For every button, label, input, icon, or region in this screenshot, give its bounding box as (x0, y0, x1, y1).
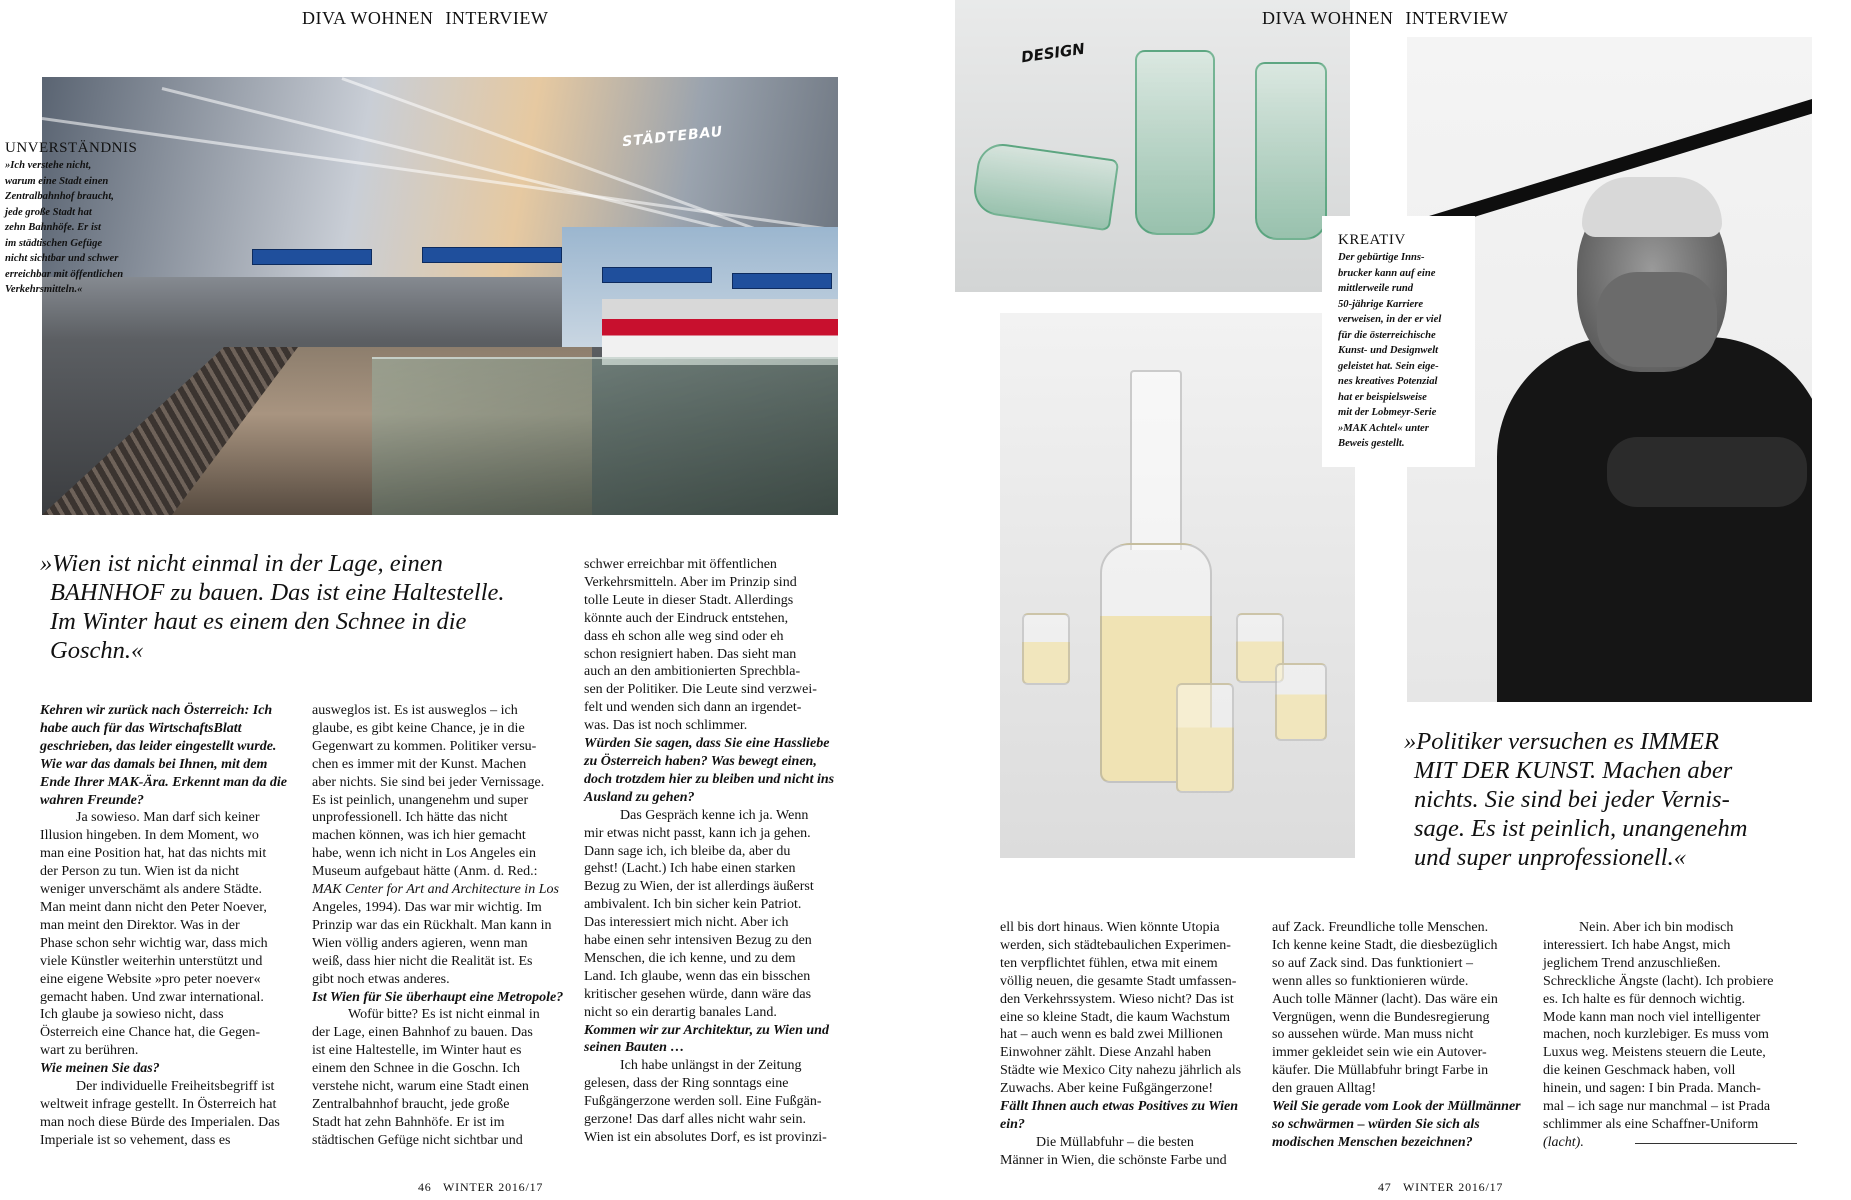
body-line: MAK Center for Art and Architecture in Los (312, 882, 559, 898)
quote-line: und super unprofessionell.« (1414, 844, 1686, 871)
train-station-photo (42, 77, 838, 515)
body-line: ambivalent. Ich bin sicher kein Patriot. (584, 897, 802, 913)
body-line: einem den Schnee in die Goschn. Ich (312, 1061, 520, 1077)
question-line: Ist Wien für Sie überhaupt eine Metropole? (312, 989, 564, 1005)
body-line: sen der Politiker. Die Leute sind verzwei- (584, 682, 817, 698)
body-line: so aussehen würde. Man muss nicht (1272, 1027, 1474, 1043)
page-number: 47 (1378, 1180, 1392, 1194)
header-brand: DIVA WOHNEN (302, 8, 434, 28)
body-line: Männer in Wien, die schönste Farbe und (1000, 1152, 1227, 1168)
body-line: ell bis dort hinaus. Wien könnte Utopia (1000, 920, 1220, 935)
hair (1582, 177, 1722, 237)
train (602, 299, 838, 365)
body-line: Verkehrsmitteln. Aber im Prinzip sind (584, 574, 797, 590)
body-line: jeglichem Trend anzuschließen. (1543, 955, 1721, 971)
caption-line: mit der Lobmeyr-Serie (1338, 407, 1437, 418)
drinking-glass (1255, 62, 1327, 240)
caption-line: zehn Bahnhöfe. Er ist (5, 222, 101, 233)
body-line: felt und wenden sich dann an irgendet- (584, 700, 802, 716)
body-line: Die Müllabfuhr – die besten (1036, 1134, 1194, 1150)
quote-line: »Politiker versuchen es IMMER (1404, 728, 1719, 755)
caption-line: im städtischen Gefüge (5, 237, 103, 249)
caption-line: »Ich verstehe nicht, (5, 160, 92, 171)
body-line: interessiert. Ich habe Angst, mich (1543, 937, 1731, 953)
body-line: Land. Ich glaube, wenn das ein bisschen (584, 968, 811, 984)
carafe-neck (1130, 370, 1182, 550)
body-line: Wofür bitte? Es ist nicht einmal in (348, 1007, 540, 1023)
body-line: Nein. Aber ich bin modisch (1579, 920, 1734, 935)
body-line: Auch tolle Männer (lacht). Das wäre ein (1272, 991, 1498, 1007)
question-line: zu Österreich haben? Was bewegt einen, (584, 753, 817, 769)
body-line: Wien völlig anders agieren, wenn man (312, 935, 528, 951)
body-line: habe, wenn ich nicht in Los Angeles ein (312, 846, 536, 862)
photo-stamp-staedtebau: STÄDTEBAU (621, 123, 724, 151)
body-line: völlig neuen, die gesamte Stadt umfassen- (1000, 973, 1237, 989)
body-line: weltweit infrage gestellt. In Österreich hat (40, 1096, 277, 1112)
caption-line: warum eine Stadt einen (5, 175, 109, 187)
wine-glass (1176, 683, 1234, 793)
page-number: 46 (418, 1180, 432, 1194)
caption-title: UNVERSTÄNDNIS (5, 140, 138, 156)
body-line: es. Ich halte es für dennoch wichtig. (1543, 991, 1746, 1007)
question-line: Wie meinen Sie das? (40, 1061, 160, 1077)
body-line: ist eine Haltestelle, im Winter haut es (312, 1043, 522, 1059)
body-line: Prinzip war das ein Rückhalt. Man kann in (312, 917, 552, 933)
body-line: Imperiale ist so vehement, dass es (40, 1132, 231, 1148)
body-line: Museum aufgebaut hätte (Anm. d. Red.: (312, 864, 538, 880)
body-line: Fußgängerzone werden soll. Eine Fußgän- (584, 1094, 822, 1110)
body-line: viele Künstler weiterhin unterstützt und (40, 953, 263, 969)
caption-line: hat er beispielsweise (1338, 391, 1427, 403)
body-line: auf Zack. Freundliche tolle Menschen. (1272, 920, 1489, 935)
right-column-2 (1272, 919, 1537, 1152)
body-line: schwer erreichbar mit öffentlichen (584, 557, 777, 572)
question-line: Würden Sie sagen, dass Sie eine Hassliebe (584, 736, 830, 752)
body-line: der Person zu tun. Wien ist da nicht (40, 864, 240, 880)
quote-line: nichts. Sie sind bei jeder Vernis- (1414, 786, 1730, 813)
question-line: Kehren wir zurück nach Österreich: Ich (40, 703, 273, 718)
right-running-header (1262, 8, 1508, 29)
body-line: habe einen sehr intensiven Bezug zu den (584, 933, 812, 949)
body-line: Man meint dann nicht den Peter Noever, (40, 899, 267, 915)
body-line: der Lage, einen Bahnhof zu bauen. Das (312, 1025, 533, 1041)
body-line: Dann sage ich, ich bleibe da, aber du (584, 843, 791, 859)
quote-line: Goschn.« (50, 637, 144, 664)
question-line: Kommen wir zur Architektur, zu Wien und (584, 1022, 829, 1038)
body-line: Phase schon sehr wichtig war, dass mich (40, 935, 268, 951)
green-glasses-photo (955, 0, 1350, 292)
body-line: gerzone! Das darf alles nicht wahr sein. (584, 1112, 806, 1128)
body-line: Es ist peinlich, unangenehm und super (312, 792, 529, 808)
caption-line: Kunst- und Designwelt (1338, 345, 1439, 356)
question-line: habe auch für das WirtschaftsBlatt (40, 720, 242, 736)
caption-line: nes kreatives Potenzial (1338, 376, 1438, 387)
body-line: Luxus weg. Meistens steuern die Leute, (1543, 1045, 1766, 1061)
right-column-3 (1543, 919, 1808, 1152)
body-line: machen, noch kurzlebiger. Es muss vom (1543, 1027, 1769, 1043)
body-line: mir etwas nicht passt, kann ich ja gehen. (584, 825, 811, 841)
body-line: was. Das ist noch schlimmer. (584, 718, 748, 734)
body-line: den Verkehrssystem. Wieso nicht? Das ist (1000, 991, 1234, 1007)
body-line: weiß, dass hier nicht die Realität ist. Es (312, 953, 533, 969)
caption-text (5, 158, 140, 298)
body-line: Ich habe unlängst in der Zeitung (620, 1058, 802, 1074)
caption-title: KREATIV (1338, 232, 1406, 248)
body-line: hat – auch wenn es bald zwei Millionen (1000, 1027, 1223, 1043)
right-column-1 (1000, 919, 1265, 1170)
body-line: man noch diese Bürde des Imperialen. Das (40, 1114, 280, 1130)
body-line: immer gekleidet sein wie ein Autover- (1272, 1045, 1487, 1061)
caption-line: mittlerweile rund (1338, 283, 1414, 294)
body-line: die keinen Geschmack haben, voll (1543, 1063, 1736, 1079)
column-end-rule (1635, 1143, 1797, 1144)
folded-arm (1607, 437, 1807, 507)
body-line: Stadt hat zehn Bahnhöfe. Er ist im (312, 1114, 505, 1130)
question-line: Ausland zu gehen? (584, 789, 695, 805)
body-line: werden, sich städtebaulichen Experimen- (1000, 937, 1231, 953)
body-line: Angeles, 1994). Das war mir wichtig. Im (312, 899, 542, 915)
body-line: Städte wie Mexico City nahezu jährlich als (1000, 1063, 1242, 1079)
body-line: schlimmer als eine Schaffner-Uniform (1543, 1116, 1759, 1132)
caption-line: nicht sichtbar und schwer (5, 253, 119, 264)
body-line: aber nichts. Sie sind bei jeder Vernissage. (312, 774, 545, 790)
caption-line: Der gebürtige Inns- (1338, 252, 1425, 263)
body-line: gibt noch etwas anderes. (312, 971, 450, 987)
caption-line: erreichbar mit öffentlichen (5, 268, 124, 280)
caption-line: brucker kann auf eine (1338, 267, 1436, 279)
body-line: Schreckliche Ängste (lacht). Ich probiere (1543, 973, 1774, 989)
left-running-header (302, 8, 548, 29)
question-line: doch trotzdem hier zu bleiben und nicht ins (584, 771, 835, 787)
body-line: Der individuelle Freiheitsbegriff ist (76, 1079, 275, 1095)
body-line: tolle Leute in dieser Stadt. Allerdings (584, 592, 794, 608)
glass-barrier (372, 357, 838, 515)
quote-line: sage. Es ist peinlich, unangenehm (1414, 815, 1748, 842)
left-column-1 (40, 702, 305, 1150)
body-line: Wien ist ein absolutes Dorf, es ist provinzi- (584, 1130, 827, 1145)
body-line: nicht so ein derartig banales Land. (584, 1004, 777, 1020)
platform-sign (732, 273, 832, 289)
body-line: käufer. Die Müllabfuhr bringt Farbe in (1272, 1063, 1489, 1079)
body-line: gemacht haben. Und zwar international. (40, 989, 264, 1005)
question-line: Fällt Ihnen auch etwas Positives zu Wien ein? (1000, 1099, 1239, 1132)
carafe-photo (1000, 313, 1355, 858)
right-pull-quote (1404, 727, 1844, 872)
body-line: Zuwachs. Aber keine Fußgängerzone! (1000, 1081, 1214, 1097)
body-line: (lacht). (1543, 1134, 1584, 1150)
issue-label: WINTER 2016/17 (443, 1180, 544, 1194)
tipped-glass (971, 141, 1120, 232)
wine-glass (1275, 663, 1327, 741)
body-line: Das Gespräch kenne ich ja. Wenn (620, 807, 809, 823)
issue-label: WINTER 2016/17 (1403, 1180, 1504, 1194)
body-line: Das interessiert mich nicht. Aber ich (584, 915, 789, 931)
question-line: Ende Ihrer MAK-Ära. Erkennt man da die (40, 774, 287, 790)
body-line: gelesen, dass der Ring sonntags eine (584, 1076, 789, 1092)
left-column-2 (312, 702, 577, 1150)
caption-line: Beweis gestellt. (1338, 438, 1405, 449)
body-line: Bezug zu Wien, der ist allerdings äußerst (584, 879, 814, 895)
body-line: Gegenwart zu kommen. Politiker versu- (312, 738, 537, 754)
caption-line: Verkehrsmitteln.« (5, 284, 83, 295)
body-line: Zentralbahnhof braucht, jede große (312, 1096, 510, 1112)
body-line: eine so kleine Stadt, die kaum Wachstum (1000, 1009, 1230, 1025)
body-line: Menschen, die ich kenne, und zu dem (584, 950, 796, 966)
question-line: seinen Bauten … (584, 1040, 685, 1056)
question-line: wahren Freunde? (40, 792, 144, 808)
body-line: dass eh schon alle weg sind oder eh (584, 628, 784, 644)
body-line: den grauen Alltag! (1272, 1081, 1377, 1097)
body-line: gehst! (Lacht.) Ich habe einen starken (584, 861, 796, 877)
body-line: so auf Zack sind. Das funktioniert – (1272, 955, 1474, 971)
hand (1597, 272, 1717, 367)
caption-line: jede große Stadt hat (5, 206, 92, 218)
body-line: man eine Position hat, hat das nichts mit (40, 846, 267, 862)
question-line: so schwärmen – würden Sie sich als (1272, 1116, 1480, 1132)
caption-line: für die österreichische (1338, 329, 1436, 341)
platform-sign (252, 249, 372, 265)
quote-line: BAHNHOF zu bauen. Das ist eine Haltestelle. (50, 579, 505, 606)
body-line: man meint den Direktor. Was in der (40, 917, 240, 933)
caption-line: 50-jährige Karriere (1338, 298, 1424, 310)
coat (1497, 337, 1812, 702)
header-section: INTERVIEW (445, 8, 549, 28)
body-line: Mode kann man noch viel intelligenter (1543, 1009, 1761, 1025)
body-line: ausweglos ist. Es ist ausweglos – ich (312, 703, 518, 718)
body-line: städtischen Gefüge nicht sichtbar und (312, 1132, 523, 1148)
wine-glass (1022, 613, 1070, 685)
body-line: Ja sowieso. Man darf sich keiner (76, 810, 260, 826)
question-line: Wie war das damals bei Ihnen, mit dem (40, 756, 268, 772)
body-line: verstehe nicht, warum eine Stadt einen (312, 1079, 529, 1095)
body-line: weniger unverschämt als andere Städte. (40, 882, 262, 898)
body-line: kritischer gesehen würde, dann wäre das (584, 986, 812, 1002)
quote-line: MIT DER KUNST. Machen aber (1414, 757, 1733, 784)
caption-line: »MAK Achtel« unter (1338, 422, 1429, 434)
body-line: eine eigene Website »pro peter noever« (40, 971, 261, 987)
body-line: mal – ich sage nur manchmal – ist Prada (1543, 1099, 1771, 1115)
body-line: Ich glaube ja sowieso nicht, dass (40, 1007, 224, 1023)
caption-text (1338, 250, 1465, 452)
quote-line: Im Winter haut es einem den Schnee in die (50, 608, 467, 635)
question-line: modischen Menschen bezeichnen? (1272, 1134, 1473, 1150)
platform-sign (602, 267, 712, 283)
left-pull-quote (40, 549, 580, 665)
question-line: Weil Sie gerade vom Look der Müllmänner (1272, 1099, 1521, 1115)
question-line: geschrieben, das leider eingestellt wurde. (40, 738, 277, 754)
body-line: glaube, es gibt keine Chance, je in die (312, 720, 525, 736)
left-column-3 (584, 556, 849, 1147)
body-line: schon resigniert haben. Das sieht man (584, 646, 797, 662)
drinking-glass (1135, 50, 1215, 235)
body-line: Vergnügen, wenn die Bundesregierung (1272, 1009, 1490, 1025)
photo-stamp-design: DESIGN (1020, 39, 1086, 67)
body-line: wenn alles so funktionieren würde. (1272, 973, 1469, 989)
body-line: Österreich eine Chance hat, die Gegen- (40, 1025, 261, 1041)
quote-line: »Wien ist nicht einmal in der Lage, einen (40, 550, 443, 577)
body-line: Einwohner zählt. Diese Anzahl haben (1000, 1045, 1212, 1061)
body-line: chen es immer mit der Kunst. Machen (312, 756, 527, 772)
header-section: INTERVIEW (1405, 8, 1509, 28)
right-photo-caption (1322, 216, 1475, 467)
body-line: ten verpflichtet fühlen, etwa mit einem (1000, 955, 1218, 971)
body-line: unprofessionell. Ich hätte das nicht (312, 810, 508, 826)
body-line: hinein, und sagen: I bin Prada. Manch- (1543, 1081, 1761, 1097)
body-line: auch an den ambitionierten Sprechbla- (584, 664, 801, 680)
header-brand: DIVA WOHNEN (1262, 8, 1394, 28)
left-folio (418, 1180, 543, 1195)
body-line: Ich kenne keine Stadt, die diesbezüglich (1272, 937, 1498, 953)
platform-sign (422, 247, 562, 263)
caption-line: Zentralbahnhof braucht, (5, 191, 114, 202)
body-line: könnte auch der Eindruck entstehen, (584, 610, 789, 626)
left-photo-caption (5, 140, 140, 298)
caption-line: geleistet hat. Sein eige- (1338, 360, 1439, 372)
body-line: wart zu berühren. (40, 1043, 139, 1059)
body-line: Illusion hingeben. In dem Moment, wo (40, 828, 259, 844)
right-folio (1378, 1180, 1503, 1195)
body-line: machen können, was ich hier gemacht (312, 828, 526, 844)
caption-line: verweisen, in der er viel (1338, 314, 1442, 325)
